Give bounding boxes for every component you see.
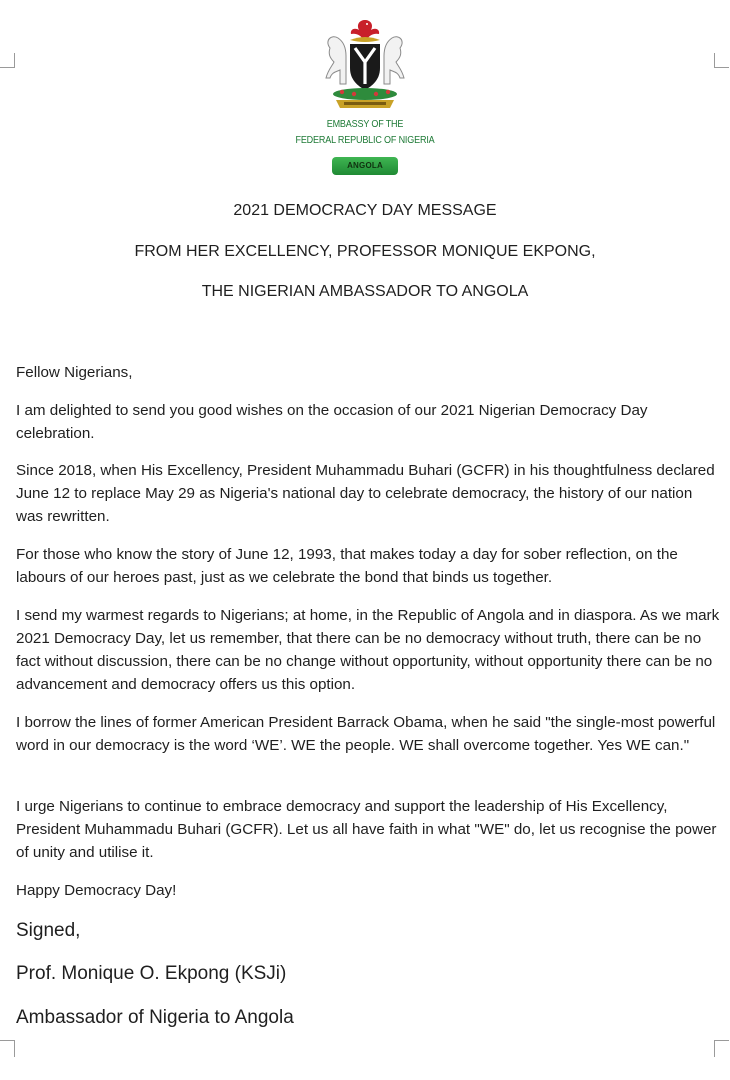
salutation: Fellow Nigerians,: [16, 364, 133, 381]
signed-label: Signed,: [16, 920, 81, 941]
signatory-role: Ambassador of Nigeria to Angola: [16, 1007, 294, 1028]
closing-line: Happy Democracy Day!: [16, 882, 177, 899]
coat-of-arms-icon: [310, 18, 420, 110]
paragraph-3: For those who know the story of June 12, 1993, that makes today a day for sober reflection, on the labours of our heroes past, just as we celebrate the bond that binds us together.: [16, 546, 678, 586]
embassy-name-line-1: EMBASSY OF THE: [326, 118, 404, 130]
page-corner-bottom-right: [714, 1040, 729, 1057]
letterhead: [0, 18, 730, 175]
title-line-2: FROM HER EXCELLENCY, PROFESSOR MONIQUE EKPONG,: [134, 243, 596, 260]
embassy-name-line-2: FEDERAL REPUBLIC OF NIGERIA: [295, 134, 435, 146]
title-line-1: 2021 DEMOCRACY DAY MESSAGE: [233, 202, 497, 219]
paragraph-2: Since 2018, when His Excellency, President Muhammadu Buhari (GCFR) in his thoughtfulness declared June 12 to replace May 29 as Nigeria's national day to celebrate democracy, the history of our nation was rewritten.: [16, 462, 715, 525]
paragraph-1: I am delighted to send you good wishes on the occasion of our 2021 Nigerian Democracy Day celebration.: [16, 402, 648, 442]
country-badge: ANGOLA: [332, 157, 398, 175]
page-corner-bottom-left: [0, 1040, 15, 1057]
title-line-3: THE NIGERIAN AMBASSADOR TO ANGOLA: [201, 283, 529, 300]
paragraph-6: I urge Nigerians to continue to embrace democracy and support the leadership of His Excellency, President Muhammadu Buhari (GCFR). Let us all have faith in what "WE" do, let us recognise the power of unity and utilise it.: [16, 798, 717, 861]
signatory-name: Prof. Monique O. Ekpong (KSJi): [16, 963, 287, 984]
paragraph-4: I send my warmest regards to Nigerians; at home, in the Republic of Angola and in diaspora. As we mark 2021 Democracy Day, let us remember, that there can be no democracy without truth, there can be no fact without discussion, there can be no change without opportunity, without opportunity there can be no advancement and democracy offers us this option.: [16, 607, 720, 693]
paragraph-5: I borrow the lines of former American President Barrack Obama, when he said "the single-most powerful word in our democracy is the word ‘WE’. WE the people. WE shall overcome together. Yes WE can.": [16, 714, 716, 754]
